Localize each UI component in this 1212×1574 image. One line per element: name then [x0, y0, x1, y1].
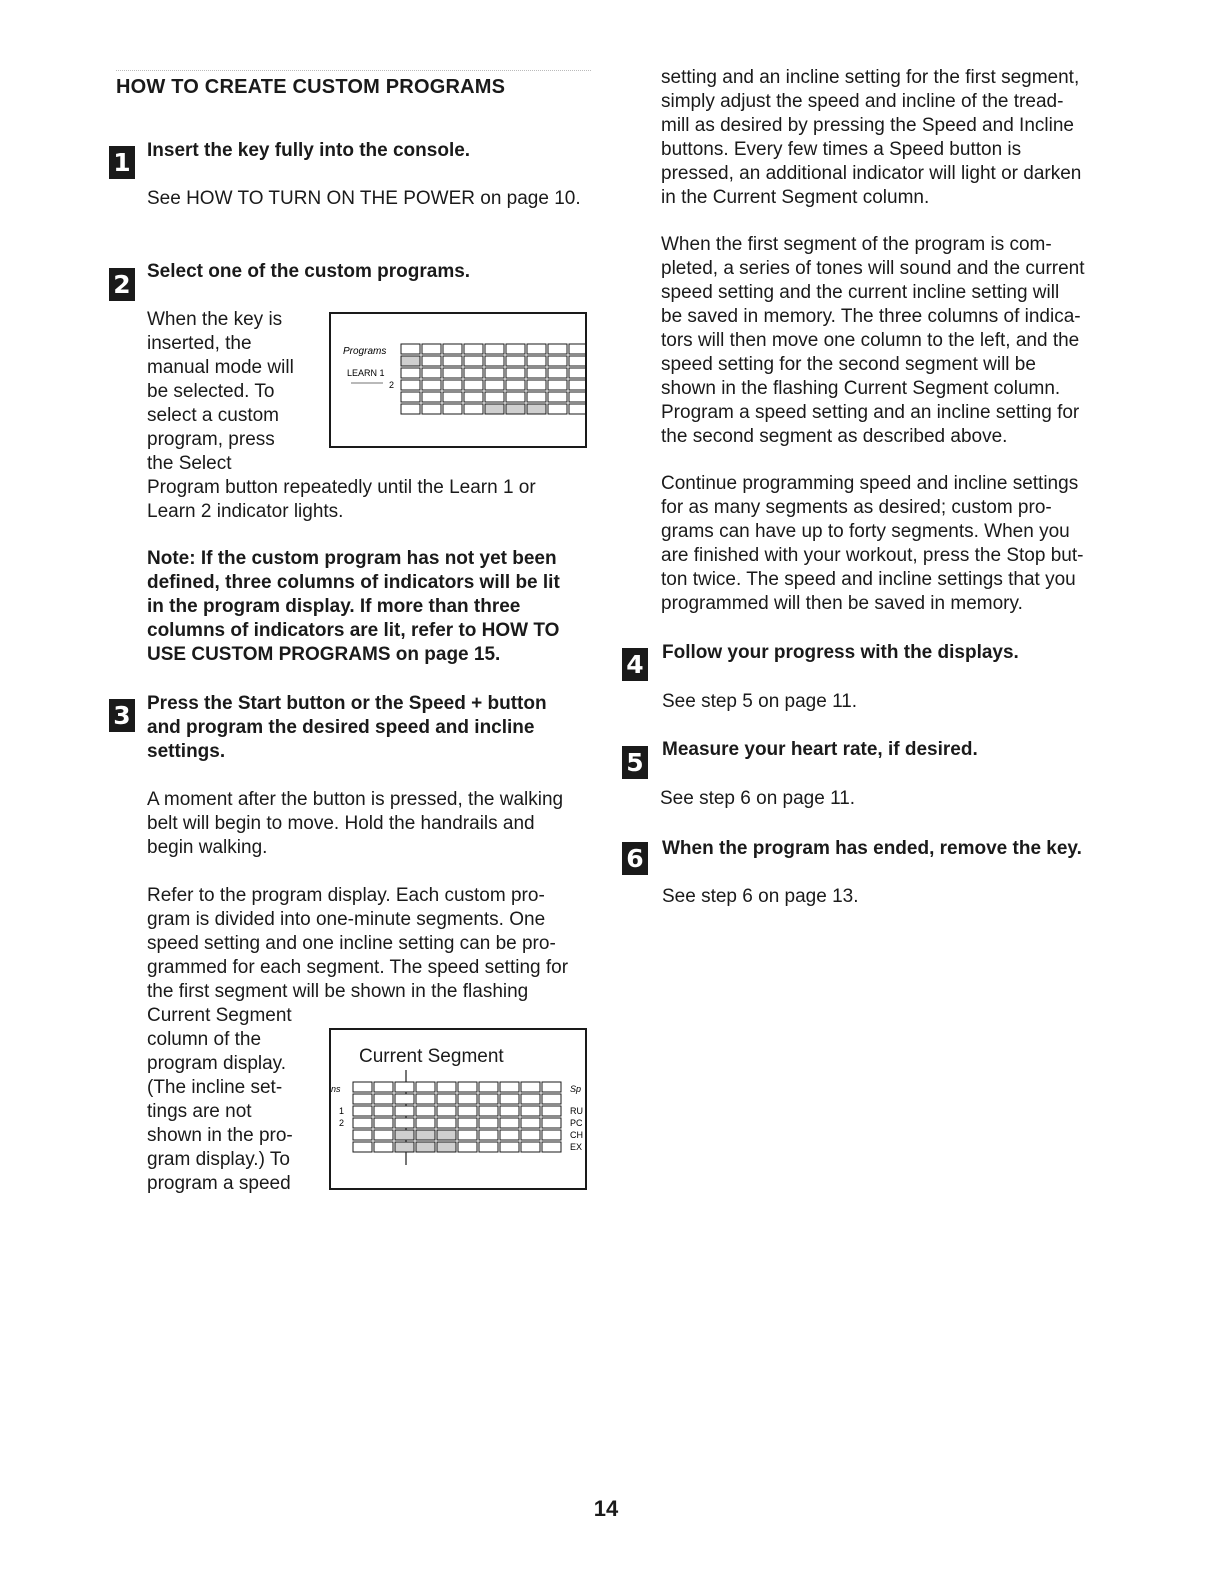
- indicator-cell: [479, 1130, 498, 1140]
- indicator-cell: [464, 404, 483, 414]
- indicator-cell: [416, 1142, 435, 1152]
- indicator-cell: [485, 344, 504, 354]
- indicator-cell: [479, 1118, 498, 1128]
- text-line: simply adjust the speed and incline of the tread-: [661, 91, 1064, 112]
- text-line: program a speed: [147, 1173, 291, 1194]
- text-line: (The incline set-: [147, 1077, 283, 1098]
- indicator-cell: [374, 1118, 393, 1128]
- indicator-cell: [395, 1118, 414, 1128]
- indicator-cell: [458, 1142, 477, 1152]
- indicator-cell: [506, 368, 525, 378]
- step-3-right-paragraph-2: [661, 233, 1121, 449]
- indicator-cell: [422, 344, 441, 354]
- indicator-cell: [416, 1118, 435, 1128]
- indicator-cell: [353, 1094, 372, 1104]
- indicator-cell: [569, 368, 585, 378]
- note-line: USE CUSTOM PROGRAMS on page 15.: [147, 644, 501, 665]
- indicator-cell: [458, 1118, 477, 1128]
- indicator-cell: [548, 380, 567, 390]
- indicator-cell: [569, 356, 585, 366]
- indicator-cell: [485, 404, 504, 414]
- indicator-cell: [458, 1106, 477, 1116]
- note-line: columns of indicators are lit, refer to HOW TO: [147, 620, 560, 641]
- text-line: speed setting for the second segment will be: [661, 354, 1036, 375]
- indicator-cell: [443, 380, 462, 390]
- text-line: When the first segment of the program is com-: [661, 234, 1052, 255]
- text-line: Learn 2 indicator lights.: [147, 501, 344, 522]
- indicator-cell: [401, 380, 420, 390]
- indicator-cell: [506, 356, 525, 366]
- text-line: in the Current Segment column.: [661, 187, 930, 208]
- indicator-cell: [521, 1142, 540, 1152]
- program-display-figure: [329, 312, 587, 448]
- indicator-cell: [485, 392, 504, 402]
- indicator-cell: [395, 1082, 414, 1092]
- note-line: Note: If the custom program has not yet been: [147, 548, 557, 569]
- text-line: mill as desired by pressing the Speed and Incline: [661, 115, 1074, 136]
- indicator-cell: [542, 1094, 561, 1104]
- text-line: A moment after the button is pressed, the walking: [147, 789, 564, 810]
- heading-line: Press the Start button or the Speed + button: [147, 693, 547, 714]
- indicator-cell: [422, 392, 441, 402]
- indicator-cell: [548, 392, 567, 402]
- indicator-cell: [437, 1142, 456, 1152]
- indicator-cell: [353, 1130, 372, 1140]
- text-line: Program a speed setting and an incline setting for: [661, 402, 1080, 423]
- indicator-cell: [506, 344, 525, 354]
- step-6-number-badge: 6: [622, 842, 648, 875]
- indicator-cell: [458, 1094, 477, 1104]
- indicator-cell: [479, 1094, 498, 1104]
- text-line: be saved in memory. The three columns of indica-: [661, 306, 1081, 327]
- step-6-body: See step 6 on page 13.: [662, 886, 859, 907]
- text-line: program display.: [147, 1053, 287, 1074]
- indicator-cell: [569, 392, 585, 402]
- step-4-heading: Follow your progress with the displays.: [662, 642, 1019, 663]
- indicator-cell: [506, 404, 525, 414]
- indicator-cell: [401, 392, 420, 402]
- indicator-cell: [527, 380, 546, 390]
- indicator-cell: [443, 344, 462, 354]
- indicator-cell: [464, 344, 483, 354]
- indicator-cell: [542, 1106, 561, 1116]
- step-1-body: See HOW TO TURN ON THE POWER on page 10.: [147, 188, 581, 209]
- indicator-cell: [464, 356, 483, 366]
- text-line: gram is divided into one-minute segments. One: [147, 909, 546, 930]
- left-fragment: ns: [331, 1084, 341, 1094]
- text-line: the Select: [147, 453, 232, 474]
- indicator-cell: [374, 1094, 393, 1104]
- step-3-number-badge: 3: [109, 699, 135, 732]
- indicator-cell: [416, 1082, 435, 1092]
- indicator-cell: [458, 1130, 477, 1140]
- step-5-body: See step 6 on page 11.: [660, 788, 856, 809]
- text-line: speed setting and one incline setting can be pro-: [147, 933, 556, 954]
- indicator-grid: [401, 344, 585, 414]
- indicator-cell: [548, 356, 567, 366]
- page-title: HOW TO CREATE CUSTOM PROGRAMS: [116, 76, 506, 98]
- indicator-cell: [395, 1142, 414, 1152]
- indicator-cell: [374, 1082, 393, 1092]
- indicator-cell: [479, 1082, 498, 1092]
- indicator-cell: [569, 380, 585, 390]
- indicator-cell: [521, 1118, 540, 1128]
- indicator-cell: [500, 1082, 519, 1092]
- indicator-cell: [437, 1106, 456, 1116]
- indicator-cell: [395, 1106, 414, 1116]
- current-segment-graphic: [331, 1030, 585, 1188]
- text-line: are finished with your workout, press the Stop but-: [661, 545, 1084, 566]
- text-line: tings are not: [147, 1101, 252, 1122]
- indicator-cell: [422, 356, 441, 366]
- step-2-heading: Select one of the custom programs.: [147, 261, 471, 282]
- indicator-cell: [542, 1082, 561, 1092]
- page-number: 14: [593, 1496, 619, 1521]
- step-5-heading: Measure your heart rate, if desired.: [662, 739, 978, 760]
- indicator-cell: [479, 1106, 498, 1116]
- note-line: in the program display. If more than three: [147, 596, 521, 617]
- text-line: buttons. Every few times a Speed button is: [661, 139, 1022, 160]
- current-segment-caption: Current Segment: [359, 1046, 504, 1067]
- text-line: When the key is: [147, 309, 283, 330]
- text-line: gram display.) To: [147, 1149, 290, 1170]
- text-line: tors will then move one column to the left, and the: [661, 330, 1080, 351]
- indicator-cell: [542, 1118, 561, 1128]
- indicator-cell: [374, 1130, 393, 1140]
- indicator-cell: [422, 404, 441, 414]
- indicator-cell: [464, 380, 483, 390]
- row-1-label: 1: [339, 1106, 345, 1116]
- indicator-cell: [542, 1142, 561, 1152]
- indicator-cell: [464, 368, 483, 378]
- indicator-cell: [401, 404, 420, 414]
- text-line: speed setting and the current incline setting will: [661, 282, 1060, 303]
- step-4-body: See step 5 on page 11.: [662, 691, 858, 712]
- indicator-cell: [521, 1106, 540, 1116]
- indicator-cell: [422, 380, 441, 390]
- indicator-cell: [353, 1106, 372, 1116]
- indicator-cell: [542, 1130, 561, 1140]
- step-3-paragraph-1: [147, 788, 597, 860]
- indicator-cell: [500, 1106, 519, 1116]
- indicator-cell: [527, 392, 546, 402]
- step-2-note: [147, 547, 597, 667]
- indicator-cell: [401, 356, 420, 366]
- indicator-cell: [437, 1118, 456, 1128]
- step-3-heading: [147, 692, 597, 764]
- indicator-cell: [416, 1094, 435, 1104]
- right-fragment-2: PC: [570, 1118, 583, 1128]
- step-3-right-paragraph-3: [661, 472, 1121, 616]
- indicator-cell: [479, 1142, 498, 1152]
- indicator-cell: [485, 380, 504, 390]
- indicator-cell: [527, 368, 546, 378]
- row-2-label: 2: [339, 1118, 345, 1128]
- text-line: ton twice. The speed and incline settings that you: [661, 569, 1076, 590]
- text-line: setting and an incline setting for the first segment,: [661, 67, 1080, 88]
- indicator-cell: [521, 1130, 540, 1140]
- indicator-cell: [395, 1094, 414, 1104]
- indicator-cell: [416, 1130, 435, 1140]
- text-line: belt will begin to move. Hold the handrails and: [147, 813, 535, 834]
- step-5-number-badge: 5: [622, 746, 648, 779]
- indicator-cell: [527, 404, 546, 414]
- indicator-cell: [485, 356, 504, 366]
- indicator-cell: [443, 404, 462, 414]
- indicator-cell: [458, 1082, 477, 1092]
- program-display-graphic: [331, 314, 585, 446]
- right-fragment-1: RU: [570, 1106, 583, 1116]
- indicator-cell: [443, 356, 462, 366]
- indicator-cell: [500, 1142, 519, 1152]
- right-fragment-0: Sp: [570, 1084, 582, 1094]
- text-line: manual mode will: [147, 357, 294, 378]
- right-fragment-3: CH: [570, 1130, 583, 1140]
- indicator-cell: [422, 368, 441, 378]
- programs-label: Programs: [343, 346, 387, 357]
- right-fragment-4: EX: [570, 1142, 583, 1152]
- text-line: inserted, the: [147, 333, 252, 354]
- current-segment-figure: [329, 1028, 587, 1190]
- indicator-cell: [374, 1142, 393, 1152]
- text-line: grams can have up to forty segments. When you: [661, 521, 1070, 542]
- indicator-cell: [548, 344, 567, 354]
- indicator-cell: [353, 1142, 372, 1152]
- text-line: the second segment as described above.: [661, 426, 1008, 447]
- text-line: column of the: [147, 1029, 262, 1050]
- indicator-cell: [437, 1082, 456, 1092]
- step-3-right-paragraph-1: [661, 66, 1121, 210]
- learn-1-label: LEARN 1: [347, 368, 385, 378]
- text-line: Refer to the program display. Each custom pro-: [147, 885, 545, 906]
- indicator-cell: [437, 1130, 456, 1140]
- indicator-cell: [548, 404, 567, 414]
- text-line: begin walking.: [147, 837, 268, 858]
- text-line: pleted, a series of tones will sound and the current: [661, 258, 1085, 279]
- indicator-cell: [401, 344, 420, 354]
- text-line: the first segment will be shown in the flashing: [147, 981, 529, 1002]
- indicator-cell: [401, 368, 420, 378]
- indicator-cell: [353, 1118, 372, 1128]
- indicator-cell: [500, 1094, 519, 1104]
- indicator-cell: [521, 1082, 540, 1092]
- text-line: Continue programming speed and incline settings: [661, 473, 1079, 494]
- text-line: pressed, an additional indicator will light or darken: [661, 163, 1082, 184]
- indicator-cell: [569, 404, 585, 414]
- indicator-cell: [443, 368, 462, 378]
- indicator-cell: [374, 1106, 393, 1116]
- indicator-cell: [521, 1094, 540, 1104]
- text-line: shown in the flashing Current Segment column.: [661, 378, 1061, 399]
- indicator-cell: [548, 368, 567, 378]
- note-line: defined, three columns of indicators will be lit: [147, 572, 560, 593]
- step-1-number-badge: 1: [109, 146, 135, 179]
- indicator-cell: [485, 368, 504, 378]
- indicator-cell: [353, 1082, 372, 1092]
- indicator-cell: [437, 1094, 456, 1104]
- indicator-cell: [443, 392, 462, 402]
- text-line: Program button repeatedly until the Learn 1 or: [147, 477, 536, 498]
- step-4-number-badge: 4: [622, 648, 648, 681]
- indicator-cell: [464, 392, 483, 402]
- text-line: for as many segments as desired; custom pro-: [661, 497, 1052, 518]
- step-1-heading: Insert the key fully into the console.: [147, 140, 471, 161]
- indicator-cell: [500, 1130, 519, 1140]
- indicator-cell: [527, 344, 546, 354]
- text-line: shown in the pro-: [147, 1125, 293, 1146]
- indicator-cell: [500, 1118, 519, 1128]
- text-line: Current Segment: [147, 1005, 292, 1026]
- title-rule: [116, 70, 591, 72]
- indicator-cell: [416, 1106, 435, 1116]
- indicator-cell: [506, 392, 525, 402]
- indicator-cell: [527, 356, 546, 366]
- indicator-grid: [353, 1082, 561, 1152]
- text-line: grammed for each segment. The speed setting for: [147, 957, 569, 978]
- text-line: select a custom: [147, 405, 279, 426]
- indicator-cell: [506, 380, 525, 390]
- step-2-number-badge: 2: [109, 268, 135, 301]
- step-6-heading: When the program has ended, remove the key.: [662, 838, 1082, 859]
- heading-line: and program the desired speed and incline: [147, 717, 535, 738]
- learn-2-label: 2: [389, 380, 395, 390]
- text-line: be selected. To: [147, 381, 275, 402]
- indicator-cell: [395, 1130, 414, 1140]
- heading-line: settings.: [147, 741, 226, 762]
- text-line: programmed will then be saved in memory.: [661, 593, 1023, 614]
- text-line: program, press: [147, 429, 275, 450]
- indicator-cell: [569, 344, 585, 354]
